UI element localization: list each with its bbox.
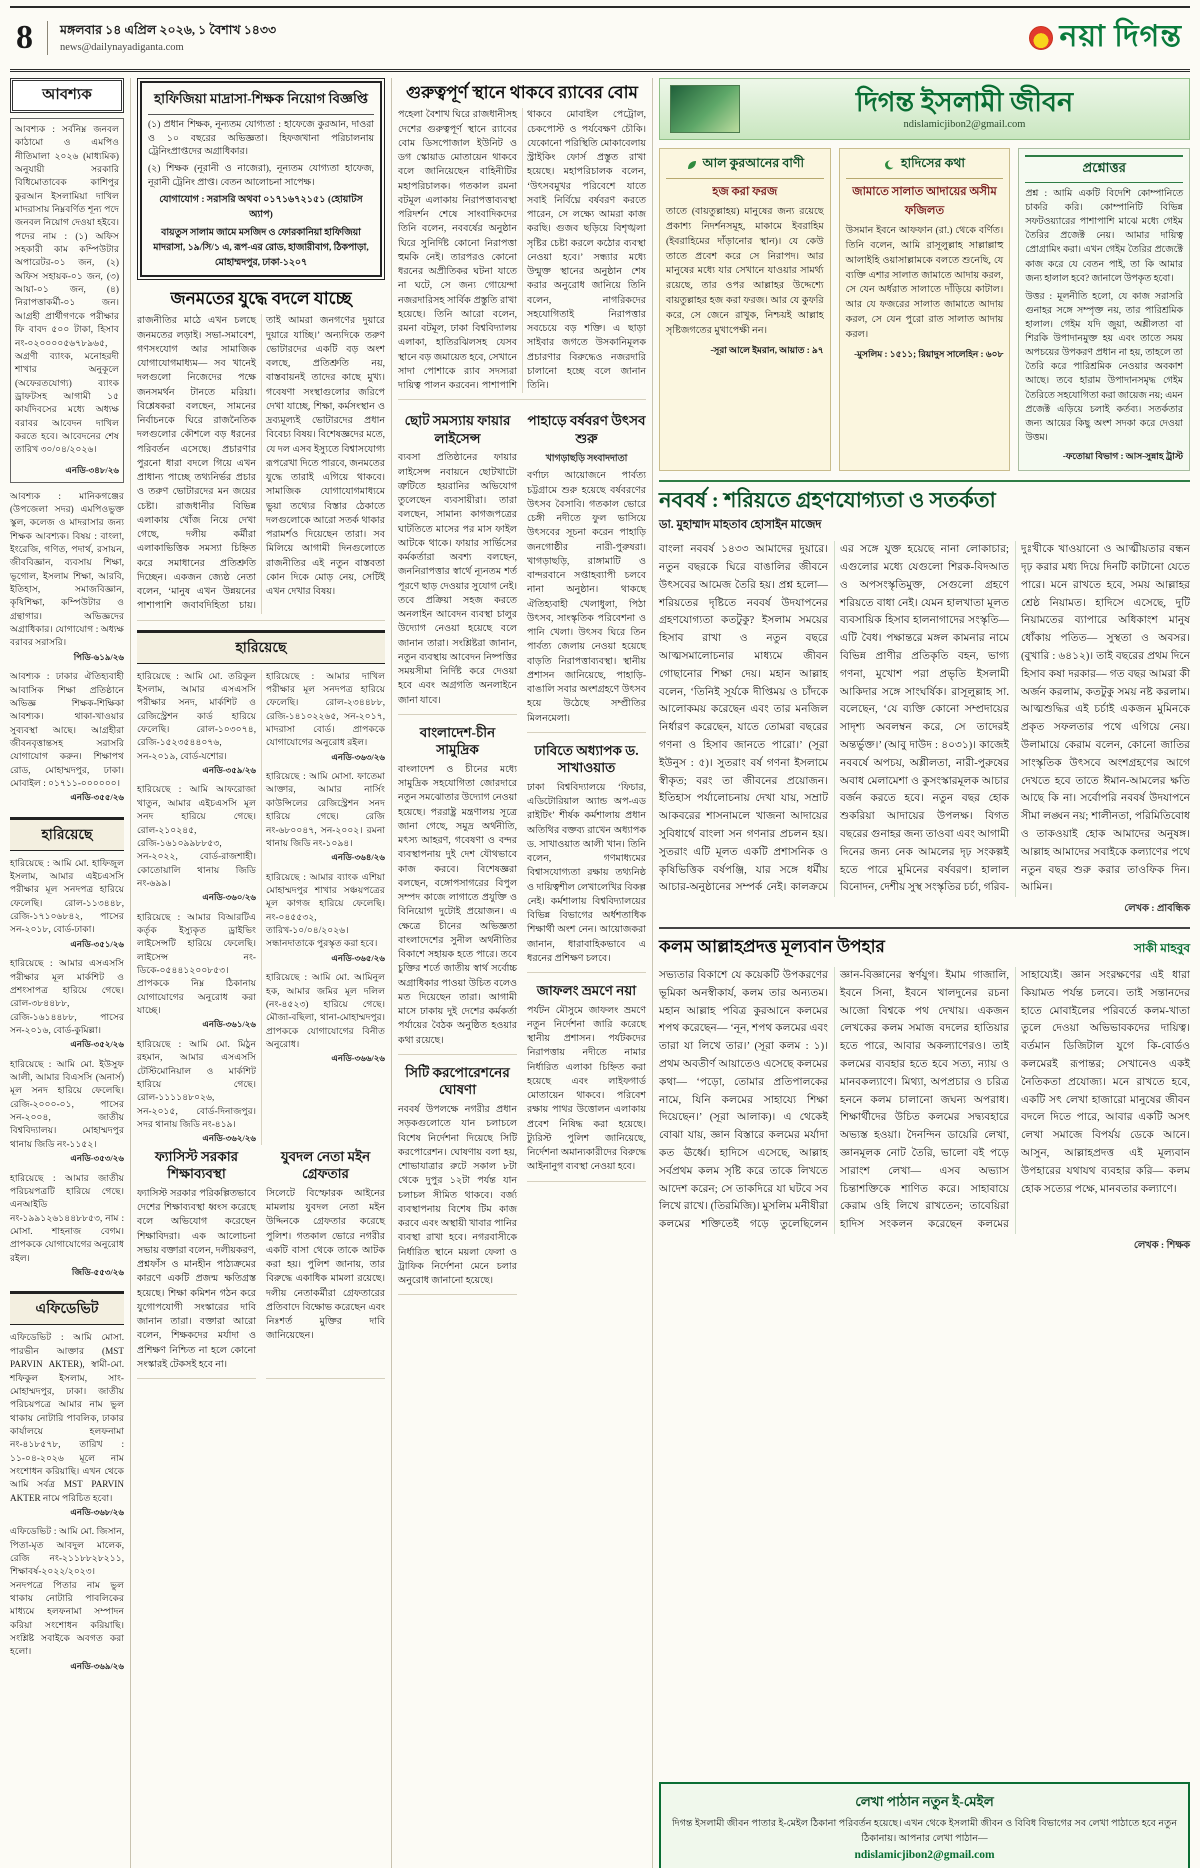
quran-box-title-text: আল কুরআনের বাণী: [702, 156, 805, 170]
islamic-header-titles: [750, 88, 1179, 131]
notice-text: এফিডেভিট : আমি মোসা. পারভীন আক্তার (MST PARVIN AKTER), স্বামী-মো. শফিকুল ইসলাম, সাং-মোহাম্মদপুর, ঢাকা। জাতীয় পরিচয়পত্রে আমার নাম ভুল থাকায় নোটারি পাবলিক, ঢাকার কার্যালয়ে হলফনামা নং-৪১৮৫৭৮, তারিখ : ১১-০৪-২০২৬ মূলে নাম সংশোধন করিয়াছি। এখন থেকে আমি সর্বত্র MST PARVIN AKTER নামে পরিচিত হবো।: [10, 1332, 124, 1503]
notice-code: এনডি-৩৬০/২৬: [202, 892, 256, 903]
article-body: ঢাকা বিশ্ববিদ্যালয়ে ‘ফিচার, এডিটোরিয়াল অ্যান্ড অপ-এড রাইটিং’ শীর্ষক কর্মশালায় প্রধান অতিথির বক্তব্য রাখেন অধ্যাপক ড. সাখাওয়াত আলী খান। তিনি বলেন, গণমাধ্যমের বিশ্বাসযোগ্যতা রক্ষায় তথ্যনিষ্ঠ ও দায়িত্বশীল লেখালেখির বিকল্প নেই। কর্মশালায় বিশ্ববিদ্যালয়ের বিভিন্ন বিভাগের অর্ধশতাধিক শিক্ষার্থী অংশ নেন। আয়োজকরা জানান, ধারাবাহিকভাবে এ ধরনের প্রশিক্ষণ চলবে।: [527, 782, 646, 964]
hadith-subtitle: জামাতে সালাত আদায়ের অসীম ফজিলত: [852, 186, 997, 217]
article-body: বাংলাদেশ ও চীনের মধ্যে সামুদ্রিক সহযোগিতা জোরদারে নতুন সমঝোতার উদ্যোগ নেওয়া হয়েছে। পররাষ্ট্র মন্ত্রণালয় সূত্রে জানা গেছে, সমুদ্র অর্থনীতি, মৎস্য আহরণ, গবেষণা ও বন্দর ব্যবস্থাপনায় দুই দেশ যৌথভাবে কাজ করবে। বিশেষজ্ঞরা বলছেন, বঙ্গোপসাগরের বিপুল সম্পদ কাজে লাগাতে প্রযুক্তি ও বিনিয়োগ দুটোই প্রয়োজন। এ ক্ষেত্রে চীনের অভিজ্ঞতা বাংলাদেশের সুনীল অর্থনীতির বিকাশে সহায়ক হতে পারে। তবে চুক্তির শর্তে জাতীয় স্বার্থ সর্বোচ্চ অগ্রাধিকার পাওয়া উচিত বলেও মত দিয়েছেন তারা। আগামী মাসে ঢাকায় দুই দেশের কর্মকর্তা পর্যায়ের বৈঠক অনুষ্ঠিত হওয়ার কথা রয়েছে।: [398, 764, 517, 1046]
job-notice-line: (১) প্রধান শিক্ষক, নূন্যতম যোগ্যতা : হাফেজে কুরআন, দাওরা ও ১০ বছরের অভিজ্ঞতা। হিফজখানা পরিচালনায় ট্রেনিংপ্রাপ্তদের অগ্রাধিকার।: [148, 120, 374, 158]
article-headline: কলম আল্লাহপ্রদত্ত মূল্যবান উপহার: [659, 937, 885, 957]
quran-box: [659, 148, 831, 471]
column-rule: [652, 78, 653, 1868]
article-headline: বাংলাদেশ-চীন সামুদ্রিক: [419, 724, 496, 758]
article-headline: ঢাবিতে অধ্যাপক ড. সাখাওয়াত: [534, 742, 639, 776]
notice-text: হারিয়েছে : আমি মো. আমিনুল হক, আমার জমির মূল দলিল (নং-৪৫২৩) হারিয়ে গেছে। মৌজা-বছিলা, থানা-মোহাম্মদপুর। প্রাপককে যোগাযোগের বিনীত অনুরোধ।: [266, 972, 385, 1049]
crescent-icon: [884, 159, 896, 171]
notice-text: হারিয়েছে : আমি মো. হাফিজুল ইসলাম, আমার এইচএসসি পরীক্ষার মূল সনদপত্র হারিয়ে ফেলেছি। রোল-১১৩৪৪৮, রেজি-১৭১০৬৮৪২, পাসের সন-২০১৮, বোর্ড-ঢাকা।: [10, 857, 124, 935]
job-notice-title: হাফিজিয়া মাদ্রাসা-শিক্ষক নিয়োগ বিজ্ঞপ্তি: [148, 88, 374, 115]
classified-entry: [10, 670, 124, 804]
notice-text: হারিয়েছে : আমি মো. ইউসুফ আলী, আমার বিএসসি (অনার্স) মূল সনদ হারিয়ে ফেলেছি। রেজি-২০০০-০১, পাসের সন-২০০৪, জাতীয় বিশ্ববিদ্যালয়। মোহাম্মদপুর থানায় জিডি নং-১১৫২।: [10, 1058, 124, 1149]
article-rab: [398, 82, 646, 400]
notice-text: হারিয়েছে : আমি আফরোজা খাতুন, আমার এইচএসসি মূল সনদ হারিয়ে গেছে। রোল-২১০২৪৫, রেজি-১৬১০৯৯৮৮৫৩, সন-২০২২, বোর্ড-রাজশাহী। কোতোয়ালি থানায় জিডি নং-৬৯৯।: [137, 784, 256, 888]
article-headline: পাহাড়ে বর্ষবরণ উৎসব শুরু: [527, 413, 646, 446]
qa-title: প্রশ্নোত্তর: [1025, 155, 1183, 183]
notice-text: আবশ্যক : সর্বনিম্ন জনবল কাঠামো ও এমপিও নীতিমালা ২০২৬ (মাধ্যমিক) অনুযায়ী সরকারি বিধিমোতাবেক কাশিপুর কুরআন ইসলামিয়া দাখিল মাদরাসায় নিম্নবর্ণিত শূন্য পদে জনবল নিয়োগ দেওয়া হইবে। পদের নাম : (১) অফিস সহকারী কাম কম্পিউটার অপারেটর-০১ জন, (২) অফিস সহায়ক-০১ জন, (৩) আয়া-০১ জন, (৪) নিরাপত্তাকর্মী-০১ জন। আগ্রহী প্রার্থীগণকে পরীক্ষার ফি বাবদ ৫০০ টাকা, হিসাব নং-০২০০০০৫৬৭৮৯৬৫, অগ্রণী ব্যাংক, মনোহরদী শাখার অনুকূলে (অফেরতযোগ্য) ব্যাংক ড্রাফটসহ আগামী ১৫ কার্যদিবসের মধ্যে অধ্যক্ষ বরাবর আবেদন দাখিল করতে হবে। আবেদনের শেষ তারিখ ৩০/০৪/২০২৬।: [15, 124, 119, 455]
article-jubodol: [266, 1145, 385, 1379]
classified-entry: [10, 957, 124, 1051]
notice-code: এনডি-৩৬৩/২৬: [331, 751, 385, 762]
quran-subtitle: হজ করা ফরজ: [712, 186, 778, 198]
article-body: সিলেটে বিস্ফোরক আইনের মামলায় যুবদল নেতা মইন উদ্দিনকে গ্রেফতার করেছে পুলিশ। গতকাল ভোরে নগরীর একটি বাসা থেকে তাকে আটক করা হয়। পুলিশ জানায়, তার বিরুদ্ধে একাধিক মামলা রয়েছে। দলীয় নেতাকর্মীরা গ্রেফতারের প্রতিবাদে বিক্ষোভ করেছেন এবং নিঃশর্ত মুক্তির দাবি জানিয়েছেন।: [266, 1188, 385, 1342]
islamic-section-title: দিগন্ত ইসলামী জীবন: [855, 86, 1074, 117]
mid-left-columns: [137, 78, 385, 1868]
article-jonomot: [137, 288, 385, 621]
contact-email: news@dailynayadiganta.com: [60, 42, 184, 53]
notice-code: এনডি-৩৬৬/২৬: [331, 1053, 385, 1064]
hadith-source: -মুসলিম : ১৫১১; রিয়াদুস সালেহিন : ৬০৮: [854, 348, 1004, 359]
notice-code: এনডি-৩৬৪/২৬: [331, 852, 385, 863]
article-headline: নববর্ষ : শরিয়তে গ্রহণযোগ্যতা ও সতর্কতা: [659, 487, 996, 512]
job-notice-box: [137, 78, 385, 280]
article-author: ডা. মুহাম্মাদ মাহতাব হোসাইন মাজেদ: [659, 519, 822, 532]
article-author: সাকী মাহবুব: [1133, 941, 1190, 956]
article-headline: জনমতের যুদ্ধে বদলে যাচ্ছে: [170, 289, 352, 309]
job-notice-address: বায়তুস সালাম জামে মসজিদ ও ফোরকানিয়া হাফিজিয়া মাদরাসা, ১৯/সি/১ এ, রূপ-এর রোড, হাজারীবাগ, ঠিকপাড়া, মোহাম্মদপুর, ঢাকা-১২০৭: [153, 228, 369, 269]
notice-text: হারিয়েছে : আমার জাতীয় পরিচয়পত্রটি হারিয়ে গেছে। এনআইডি নং-১৯৯১২৬১৪৪৮৮৫৩, নাম : মোসা. শাহনাজ বেগম। প্রাপককে যোগাযোগের অনুরোধ রইল।: [10, 1172, 124, 1263]
article-headline: ফ্যাসিস্ট সরকার শিক্ষাব্যবস্থা: [154, 1148, 239, 1182]
notice-code: এনডি-৩৬৫/২৬: [331, 952, 385, 963]
newspaper-logo: [1029, 12, 1188, 63]
job-notice-contact: যোগাযোগ : সরাসরি অথবা ০১৭১৬৭২১৫১ (হোয়াটস অ্যাপ): [159, 194, 363, 221]
article-fire-license: [398, 412, 517, 715]
islamic-section-header: [659, 78, 1190, 140]
article-sakhawat: [527, 742, 646, 973]
classified-entry: [266, 971, 385, 1065]
islamic-section-email: ndislamicjibon2@gmail.com: [903, 119, 1026, 131]
hariyeche-entries: [137, 670, 385, 1145]
classified-entry: [10, 1331, 124, 1518]
page-content: [10, 78, 1190, 1868]
classified-entry: [10, 490, 124, 664]
article-jaflong: [527, 982, 646, 1182]
classified-entry: [266, 670, 385, 764]
classified-entry: [10, 857, 124, 951]
article-city-corporation: [398, 1064, 517, 1295]
quran-box-title: [666, 155, 824, 179]
quran-source: -সূরা আলে ইমরান, আয়াত : ৯৭: [710, 344, 824, 355]
islamic-life-section: [659, 78, 1190, 1868]
job-notice-line: (২) শিক্ষক (নূরানী ও নাজেরা), নূন্যতম যোগ্যতা হাফেজ, নূরানী ট্রেনিং প্রাপ্ত। বেতন আলোচনা সাপেক্ষ।: [148, 163, 374, 188]
hadith-box-title: [846, 155, 1004, 179]
notice-code: এনডি-৩৬২/২৬: [202, 1133, 256, 1144]
notice-text: হারিয়েছে : আমার ব্যাংক এশিয়া মোহাম্মদপুর শাখার সঞ্চয়পত্রের মূল কাগজ হারিয়ে ফেলেছি। নং-০৪৫৫৩২, তারিখ-১০/০৪/২০২৬। সন্ধানদাতাকে পুরস্কৃত করা হবে।: [266, 871, 385, 949]
mail-box-email: ndislamicjibon2@gmail.com: [854, 1849, 995, 1861]
qa-box: [1018, 148, 1190, 471]
qa-answer: উত্তর : মূলনীতি হলো, যে কাজ সরাসরি গুনাহর সঙ্গে সম্পৃক্ত নয়, তার পারিশ্রমিক হালাল। গেইম যদি জুয়া, অশ্লীলতা বা শিরকি উপাদানমুক্ত হয় এবং তাতে সময় অপচয়ের উপকরণ প্রধান না হয়, তাহলে তা তৈরি করে পারিশ্রমিক নেওয়ার অবকাশ আছে। তবে হারাম উপাদানসমৃদ্ধ গেইম তৈরিতে সহযোগিতা করা জায়েজ নয়; এমন প্রজেক্ট এড়িয়ে চলাই কর্তব্য। সতর্কতার জন্য আয়ের কিছু অংশ সদকা করে দেওয়া উত্তম।: [1025, 291, 1184, 443]
hadith-box-title-text: হাদিসের কথা: [900, 156, 966, 170]
aboshyok-boxed-notice: [10, 118, 124, 483]
article-kolom: [659, 927, 1190, 1255]
islamic-top-row: [659, 148, 1190, 471]
notice-text: আবশ্যক : ঢাকার ঐতিহ্যবাহী আবাসিক শিক্ষা প্রতিষ্ঠানে অভিজ্ঞ শিক্ষক-শিক্ষিকা আবশ্যক। থাকা-খাওয়ার সুব্যবস্থা আছে। আগ্রহীরা জীবনবৃত্তান্তসহ সরাসরি যোগাযোগ করুন। শিক্ষাপথ রোড, মোহাম্মদপুর, ঢাকা। মোবাইল : ০১৭১১-০০০০০০।: [10, 671, 124, 788]
classified-entry: [266, 770, 385, 864]
date-line: মঙ্গলবার ১৪ এপ্রিল ২০২৬, ১ বৈশাখ ১৪৩৩: [60, 23, 277, 37]
column-rule: [391, 78, 392, 1868]
notice-code: এনডি-৩৪৮/২৬: [65, 464, 119, 475]
classified-entry: [10, 1525, 124, 1672]
kolom-headline-row: [659, 934, 1190, 962]
classifieds-rail: [10, 78, 124, 1868]
page-number: 8: [12, 21, 48, 55]
sun-icon: [1029, 26, 1053, 50]
notice-text: হারিয়েছে : আমি মো. তরিকুল ইসলাম, আমার এসএসসি পরীক্ষার সনদ, মার্কশিট ও রেজিস্ট্রেশন কার্ড হারিয়ে ফেলেছি। রোল-১০৩০৭৪, রেজি-১৫২৩৫৪৪০৭৬, সন-২০১৯, বোর্ড-যশোর।: [137, 670, 256, 761]
article-noboborsho: [659, 480, 1190, 918]
article-headline: জাফলং ভ্রমণে নয়া: [536, 983, 637, 999]
mail-box-text: দিগন্ত ইসলামী জীবন পাতার ই-মেইল ঠিকানা পরিবর্তন হয়েছে। এখন থেকে ইসলামী জীবন ও বিবিধ বিভাগের সব লেখা পাঠাতে হবে নতুন ঠিকানায়। আপনার লেখা পাঠান—: [671, 1818, 1178, 1844]
bottom-article-pair: [137, 1145, 385, 1388]
article-body: বাংলা নববর্ষ ১৪৩৩ আমাদের দুয়ারে। নতুন বছরকে ঘ‍িরে বাঙালির জীবনে উৎসবের আমেজ তৈরি হয়। প্রশ্ন হলো— শরিয়তের দৃষ্টিতে নববর্ষ উদযাপনের গ্রহণযোগ্যতা কতটুকু? ইসলাম সময়ের হিসাব রাখা ও নতুন বছরে আত্মসমালোচনার মাধ্যমে জীবন গোছানোর শিক্ষা দেয়। মহান আল্লাহ বলেন, ‘তিনিই সূর্যকে দীপ্তিময় ও চাঁদকে আলোকময় করেছেন এবং তার মনজিল নির্ধারণ করেছেন, যাতে তোমরা বছরের গণনা ও হিসাব জানতে পারো।’ (সূরা ইউনুস : ৫)। সুতরাং বর্ষ গণনা ইসলামে স্বীকৃত; বরং তা জীবনের প্রয়োজন। ইতিহাস পর্যালোচনায় দেখা যায়, সম্রাট আকবরের শাসনামলে খাজনা আদায়ের সুবিধার্থে বাংলা সন গণনার প্রচলন হয়। সুতরাং এটি মূলত একটি প্রশাসনিক ও কৃষিভিত্তিক বর্ষপঞ্জি, যার সঙ্গে ধর্মীয় আচার-অনুষ্ঠানের সম্পর্ক নেই। কালক্রমে এর সঙ্গে যুক্ত হয়েছে নানা লোকাচার; এগুলোর মধ্যে যেগুলো শিরক-বিদআত ও অপসংস্কৃতিমুক্ত, সেগুলো গ্রহণে শরিয়তে বাধা নেই। যেমন হালখাতা মূলত ব্যবসায়িক হিসাব হালনাগাদের সংস্কৃতি— এটি বৈধ। পক্ষান্তরে মঙ্গল কামনার নামে বিভিন্ন প্রাণীর প্রতিকৃতি বহন, ভাগ্য গণনা, মুখোশ পরা প্রভৃতি ইসলামী আকিদার সঙ্গে সাংঘর্ষিক। রাসূলুল্লাহ সা. বলেছেন, ‘যে ব্যক্তি কোনো সম্প্রদায়ের সাদৃশ্য অবলম্বন করে, সে তাদেরই অন্তর্ভুক্ত।’ (আবু দাউদ : ৪০৩১)। কাজেই নববর্ষে অপচয়, অশ্লীলতা, নারী-পুরুষের অবাধ মেলামেশা ও কুসংস্কারমূলক আচার বর্জন করতে হবে। নতুন বছর হোক শুকরিয়া আদায়ের উপলক্ষ। বিগত বছরের গুনাহর জন্য তাওবা এবং আগামী দিনের জন্য নেক আমলের দৃঢ় সংকল্পই হতে পারে মুমিনের বর্ষবরণ। হালাল বিনোদন, দেশীয় সুস্থ সংস্কৃতির চর্চা, গরিব-দুঃখীকে খাওয়ানো ও আত্মীয়তার বন্ধন দৃঢ় করার মধ্য দিয়ে দিনটি কাটানো যেতে পারে। মনে রাখতে হবে, সময় আল্লাহর শ্রেষ্ঠ নিয়ামত। হাদিসে এসেছে, দুটি নিয়ামতের ব্যাপারে অধিকাংশ মানুষ ধোঁকায় পতিত— সুস্থতা ও অবসর। (বুখারি : ৬৪১২)। তাই বছরের প্রথম দিনে হিসাব কষা দরকার— গত বছর আমরা কী অর্জন করলাম, কতটুকু সময় নষ্ট করলাম। আত্মশুদ্ধির এই চর্চাই একজন মুমিনকে প্রকৃত সফলতার পথে এগিয়ে নেয়। উলামায়ে কেরাম বলেন, কোনো জাতির সাংস্কৃতিক উৎসবে অংশগ্রহণের আগে দেখতে হবে তাতে ঈমান-আমলের ক্ষতি আছে কি না। সর্বোপরি নববর্ষ উদযাপনে সীমা লঙ্ঘন নয়; শালীনতা, পরিমিতিবোধ ও তাকওয়াই হোক আমাদের অনুষঙ্গ। আল্লাহ আমাদের সবাইকে কল্যাণের পথে নতুন বছর শুরু করার তাওফিক দিন। আমিন।: [659, 544, 1190, 894]
article-footer: লেখক : প্রাবন্ধিক: [1124, 903, 1190, 915]
article-byline: খাগড়াছড়ি সংবাদদাতা: [545, 454, 628, 465]
notice-code: পিডি-৬১৯/২৬: [73, 651, 124, 662]
notice-code: এনডি-৩৫৯/২৬: [202, 765, 256, 776]
classified-entry: [137, 783, 256, 903]
article-body: রাজনীতির মাঠে এখন চলছে জনমতের লড়াই। সভা-সমাবেশ, গণসংযোগ আর সামাজিক যোগাযোগমাধ্যম— সব খানেই দলগুলো নিজেদের পক্ষে জনসমর্থন টানতে মরিয়া। বিশ্লেষকরা বলছেন, সামনের নির্বাচনকে ঘিরে রাজনৈতিক দলগুলোর কৌশলে বড় ধরনের পরিবর্তন এসেছে। প্রচারণার পুরনো ধারা বদলে গিয়ে এখন প্রাধান্য পাচ্ছে তথ্যনির্ভর প্রচার ও তরুণ ভোটারদের মন জয়ের চেষ্টা। রাজধানীর বিভিন্ন এলাকায় খোঁজ নিয়ে দেখা গেছে, দলীয় কর্মীরা এলাকাভিত্তিক সমস্যা চিহ্নিত করে সমাধানের প্রতিশ্রুতি দিচ্ছেন। একজন জ্যেষ্ঠ নেতা বলেন, ‘মানুষ এখন উন্নয়নের পাশাপাশি জবাবদিহিতা চায়। তাই আমরা জনগণের দুয়ারে দুয়ারে যাচ্ছি।’ অন্যদিকে তরুণ ভোটারদের একটি বড় অংশ বলছে, প্রতিশ্রুতি নয়, বাস্তবায়নই তাদের কাছে মুখ্য। গবেষণা সংস্থাগুলোর জরিপে দেখা যাচ্ছে, শিক্ষা, কর্মসংস্থান ও দ্রব্যমূল্যই ভোটারদের প্রধান বিবেচ্য বিষয়। বিশেষজ্ঞদের মতে, যে দল এসব ইস্যুতে বিশ্বাসযোগ্য রূপরেখা দিতে পারবে, জনমতের যুদ্ধে তারাই এগিয়ে থাকবে। সামাজিক যোগাযোগমাধ্যমে ভুয়া তথ্যের বিস্তার ঠেকাতে দলগুলোকে আরো সতর্ক থাকার পরামর্শও দিয়েছেন তারা। সব মিলিয়ে আগামী দিনগুলোতে রাজনীতির এই নতুন বাস্তবতা কোন দিকে মোড় নেয়, সেটিই এখন দেখার বিষয়।: [137, 316, 385, 612]
hariyeche-title: হারিয়েছে: [137, 630, 385, 664]
notice-code: এনডি-৩৬৮/২৬: [70, 1506, 124, 1517]
quran-verse: তাতে (বায়তুল্লাহয়) মানুষের জন্য রয়েছে প্রকাশ্য নিদর্শনসমূহ, মাকামে ইবরাহিম (ইবরাহিমের দাঁড়ানোর স্থান)। যে কেউ তাতে প্রবেশ করে সে নিরাপদ। আর মানুষের মধ্যে যার সেখানে যাওয়ার সামর্থ্য রয়েছে, তার ওপর আল্লাহর উদ্দেশ্যে বায়তুল্লাহর হজ করা ফরজ। আর যে কুফরি করে, সে জেনে রাখুক, নিশ্চয়ই আল্লাহ সৃষ্টিজগতের মুখাপেক্ষী নন।: [666, 206, 824, 336]
qa-question: প্রশ্ন : আমি একটি বিদেশি কোম্পানিতে চাকরি করি। কোম্পানিটি বিভিন্ন সফটওয়্যারের পাশাপাশি মাঝে মধ্যে গেইম তৈরির প্রজেক্ট নেয়। আমার দায়িত্ব প্রোগ্রামিং করা। এখন গেইম তৈরির প্রজেক্টে কাজ করে যে বেতন পাই, তা কি আমার জন্য হালাল হবে? জানালে উপকৃত হবো।: [1025, 189, 1184, 284]
aboshyok-title: আবশ্যক: [10, 78, 124, 113]
notice-code: জিডি-৫৫৩/২৬: [71, 1267, 124, 1278]
islamic-header-photo: [670, 85, 740, 133]
article-bd-china: [398, 724, 517, 1055]
classified-entry: [137, 670, 256, 777]
notice-code: এনডি-৩৫৩/২৬: [70, 1153, 124, 1164]
mid-right-columns: [398, 78, 646, 1868]
classified-entry: [137, 1038, 256, 1145]
logo-text: নয়া দিগন্ত: [1059, 20, 1182, 53]
notice-text: আবশ্যক : মানিকগঞ্জের (উপজেলা সদর) এমপিওভুক্ত স্কুল, কলেজ ও মাদরাসার জন্য শিক্ষক আবশ্যক। বিষয় : বাংলা, ইংরেজি, গণিত, পদার্থ, রসায়ন, জীববিজ্ঞান, ব্যবসায় শিক্ষা, ভূগোল, ইসলাম শিক্ষা, আরবি, ইতিহাস, সমাজবিজ্ঞান, কৃষিশিক্ষা, কম্পিউটার ও গ্রন্থাগার। অভিজ্ঞদের অগ্রাধিকার। যোগাযোগ : অধ্যক্ষ বরাবর সরাসরি।: [10, 490, 124, 648]
article-body: নববর্ষ উপলক্ষে নগরীর প্রধান সড়কগুলোতে যান চলাচলে বিশেষ নির্দেশনা দিয়েছে সিটি করপোরেশন। ঘোষণায় বলা হয়, শোভাযাত্রার রুটে সকাল ৮টা থেকে দুপুর ১২টা পর্যন্ত যান চলাচল সীমিত থাকবে। বর্জ্য ব্যবস্থাপনায় বিশেষ টিম কাজ করবে এবং অস্থায়ী খাবার পানির ব্যবস্থা রাখা হবে। নগরবাসীকে নির্ধারিত স্থানে ময়লা ফেলা ও ট্রাফিক নির্দেশনা মেনে চলার অনুরোধ জানানো হয়েছে।: [398, 1105, 517, 1287]
notice-code: এনডি-৩৫৫/২৬: [70, 792, 124, 803]
hadith-box: [839, 148, 1011, 471]
article-pahar: [527, 412, 646, 733]
notice-code: এনডি-৩৬৯/২৬: [70, 1660, 124, 1671]
article-headline: ছোট সমস্যায় ফায়ার লাইসেন্স: [404, 413, 511, 446]
mid-right-col-a: [398, 409, 517, 1304]
article-headline: গুরুত্বপূর্ণ স্থানে থাকবে র‍্যাবের বোম: [406, 83, 638, 102]
notice-code: এনডি-৩৫২/২৬: [70, 1039, 124, 1050]
column-rule: [130, 78, 131, 1868]
classified-entry: [10, 1058, 124, 1165]
article-body: সভ্যতার বিকাশে যে কয়েকটি উপকরণের ভূমিকা অনস্বীকার্য, কলম তার অন্যতম। মহান আল্লাহ পবিত্র কুরআনে কলমের শপথ করেছেন— ‘নূন, শপথ কলমের এবং তারা যা লিখে তার।’ (সূরা কলম : ১)। প্রথম অবতীর্ণ আয়াতেও এসেছে কলমের কথা— ‘পড়ো, তোমার প্রতিপালকের নামে, যিনি কলমের সাহায্যে শিক্ষা দিয়েছেন।’ (সূরা আলাক)। এ থেকেই বোঝা যায়, জ্ঞান বিস্তারে কলমের মর্যাদা কত ঊর্ধ্বে। হাদিসে এসেছে, আল্লাহ সর্বপ্রথম কলম সৃষ্টি করে তাকে লিখতে আদেশ করেন; সে তাকদিরে যা ঘটবে সব লিখে রাখে। (তিরমিজি)। মুসলিম মনীষীরা কলমের শক্তিতেই গড়ে তুলেছিলেন জ্ঞান-বিজ্ঞানের স্বর্ণযুগ। ইমাম গাজালি, ইবনে সিনা, ইবনে খালদুনের রচনা আজো বিশ্বকে পথ দেখায়। একজন লেখকের কলম সমাজ বদলের হাতিয়ার হতে পারে, আবার অকল্যাণেরও। তাই কলমের ব্যবহার হতে হবে সত্য, ন্যায় ও মানবকল্যাণে। মিথ্যা, অপপ্রচার ও চরিত্র হননে কলম চালানো জঘন্য অপরাধ। শিক্ষার্থীদের উচিত কলমের সদ্ব্যবহারে অভ্যস্ত হওয়া। দৈনন্দিন ডায়েরি লেখা, জ্ঞানমূলক নোট তৈরি, ভালো বই পড়ে সারাংশ লেখা— এসব অভ্যাস চিন্তাশক্তিকে শাণিত করে। সাহাবায়ে কেরাম ওহি লিখে রাখতেন; তাবেয়িরা হাদিস সংকলন করেছেন কলমের সাহায্যেই। জ্ঞান সংরক্ষণের এই ধারা কিয়ামত পর্যন্ত চলবে। তাই সন্তানদের হাতে মোবাইলের পরিবর্তে কলম-খাতা তুলে দেওয়া অভিভাবকদের দায়িত্ব। বর্তমান ডিজিটাল যুগে কি-বোর্ডও কলমেরই রূপান্তর; সেখানেও একই নৈতিকতা প্রযোজ্য। মনে রাখতে হবে, একটি সৎ লেখা হাজারো মানুষের জীবন বদলে দিতে পারে, আবার একটি অসৎ লেখা সমাজে বিপর্যয় ডেকে আনে। আসুন, আল্লাহপ্রদত্ত এই মূল্যবান উপহারের যথাযথ ব্যবহার করি— কলম হোক সত্যের পক্ষে, মানবতার কল্যাণে।: [659, 970, 1190, 1231]
notice-code: এনডি-৩৬১/২৬: [202, 1019, 256, 1030]
notice-text: হারিয়েছে : আমার বিআরটিএ কর্তৃক ইস্যুকৃত ড্রাইভিং লাইসেন্সটি হারিয়ে ফেলেছি। লাইসেন্স নং-ডিকে-০৫৪৪১২০০৮৫৩। প্রাপককে নিম্ন ঠিকানায় যোগাযোগের অনুরোধ করা যাচ্ছে।: [137, 911, 256, 1016]
notice-text: এফিডেভিট : আমি মো. জিসান, পিতা-মৃত আবদুল মালেক, রেজি নং-২১১৮৮২৮২১১, শিক্ষাবর্ষ-২০২২/২০২৩। সনদপত্রে পিতার নাম ভুল থাকায় নোটারি পাবলিকের মাধ্যমে হলফনামা সম্পাদন করিয়া সংশোধন করিয়াছি। সংশ্লিষ্ট সবাইকে অবগত করা হলো।: [10, 1526, 124, 1657]
article-headline: যুবদল নেতা মইন গ্রেফতার: [280, 1148, 371, 1182]
qa-source: -ফতোয়া বিভাগ : আস-সুন্নাহ ট্রাস্ট: [1062, 450, 1184, 461]
article-fascist: [137, 1145, 256, 1379]
hadith-text: উসমান ইবনে আফফান (রা.) থেকে বর্ণিত। তিনি বলেন, আমি রাসূলুল্লাহ সাল্লাল্লাহু আলাইহি ওয়াসাল্লামকে বলতে শুনেছি, যে ব্যক্তি এশার সালাত জামাতে আদায় করল, সে যেন অর্ধরাত সালাতে দাঁড়িয়ে কাটাল। আর যে ফজরের সালাত জামাতে আদায় করল, সে যেন পুরো রাত সালাত আদায় করল।: [845, 225, 1004, 341]
notice-code: এনডি-৩৫১/২৬: [70, 938, 124, 949]
leaf-icon: [686, 159, 698, 171]
mail-box-title: লেখা পাঠান নতুন ই-মেইল: [855, 1794, 994, 1810]
classified-entry: [10, 1172, 124, 1279]
article-body: ফ্যাসিস্ট সরকার পরিকল্পিতভাবে দেশের শিক্ষাব্যবস্থা ধ্বংস করেছে বলে অভিযোগ করেছেন শিক্ষাবিদরা। এক আলোচনা সভায় বক্তারা বলেন, দলীয়করণ, প্রশ্নফাঁস ও মানহীন পাঠ্যক্রমের কারণে একটি প্রজন্ম ক্ষতিগ্রস্ত হয়েছে। শিক্ষা কমিশন গঠন করে যুগোপযোগী সংস্কারের দাবি জানান তারা। বক্তারা আরো বলেন, শিক্ষকদের মর্যাদা ও প্রশিক্ষণ নিশ্চিত না হলে কোনো সংস্কারই টেকসই হবে না।: [137, 1188, 256, 1370]
mail-box: [659, 1782, 1190, 1868]
mid-right-lower: [398, 409, 646, 1304]
hariyeche-title: হারিয়েছে: [10, 817, 124, 851]
affidavit-title: এফিডেভিট: [10, 1291, 124, 1325]
dateline-block: [60, 22, 276, 53]
classified-entry: [266, 871, 385, 965]
article-headline: সিটি করপোরেশনের ঘোষণা: [405, 1064, 510, 1098]
article-body: পর্যটন মৌসুমে জাফলং ভ্রমণে নতুন নির্দেশনা জারি করেছে স্থানীয় প্রশাসন। পর্যটকদের নিরাপত্তায় নদীতে নামার নির্ধারিত এলাকা চিহ্নিত করা হয়েছে এবং লাইফগার্ড মোতায়েন থাকবে। পরিবেশ রক্ষায় পাথর উত্তোলন এলাকায় প্রবেশ নিষিদ্ধ করা হয়েছে। ট্যুরিস্ট পুলিশ জানিয়েছে, নির্দেশনা অমান্যকারীদের বিরুদ্ধে আইনানুগ ব্যবস্থা নেওয়া হবে।: [527, 1005, 646, 1173]
article-body: ব্যবসা প্রতিষ্ঠানের ফায়ার লাইসেন্স নবায়নে ছোটখাটো ত্রুটিতে হয়রানির অভিযোগ তুলেছেন ব্যবসায়ীরা। তারা বলছেন, সামান্য কাগজপত্রের ঘাটতিতে মাসের পর মাস ফাইল আটকে থাকে। ফায়ার সার্ভিসের কর্মকর্তারা অবশ্য বলছেন, জননিরাপত্তার স্বার্থে ন্যূনতম শর্ত পূরণে ছাড় দেওয়ার সুযোগ নেই। তবে প্রক্রিয়া সহজ করতে অনলাইন আবেদন ব্যবস্থা চালুর উদ্যোগ নেওয়া হয়েছে বলে জানান তারা। সংশ্লিষ্টরা জানান, নতুন ব্যবস্থায় আবেদন নিষ্পত্তির সময়সীমা নির্দিষ্ট করে দেওয়া হবে এবং অগ্রগতি অনলাইনে জানা যাবে।: [398, 453, 517, 706]
job-notice-inner: [140, 81, 382, 277]
notice-text: হারিয়েছে : আমার দাখিল পরীক্ষার মূল সনদপত্র হারিয়ে ফেলেছি। রোল-২৩৪৪৮৮, রেজি-১৪১০২২৬৫, সন-২০১৭, মাদরাসা বোর্ড। প্রাপককে যোগাযোগের অনুরোধ রইল।: [266, 670, 385, 748]
masthead: [10, 6, 1190, 72]
mid-right-col-b: [527, 409, 646, 1304]
article-body: বর্ণাঢ্য আয়োজনে পার্বত্য চট্টগ্রামে শুরু হয়েছে বর্ষবরণের উৎসব বৈসাবি। গতকাল ভোরে চেঙ্গী নদীতে ফুল ভাসিয়ে উৎসবের সূচনা করেন পাহাড়ি জনগোষ্ঠীর নারী-পুরুষরা। খাগড়াছড়ি, রাঙ্গামাটি ও বান্দরবানে সপ্তাহব্যাপী চলবে নানা অনুষ্ঠান। থাকছে ঐতিহ্যবাহী খেলাধুলা, পিঠা উৎসব, সাংস্কৃতিক পরিবেশনা ও পানি খেলা। উৎসব ঘিরে তিন পার্বত্য জেলায় নেওয়া হয়েছে বাড়তি নিরাপত্তাব্যবস্থা। স্থানীয় প্রশাসন জানিয়েছে, পাহাড়ি-বাঙালি সবার অংশগ্রহণে উৎসব হয়ে উঠেছে সম্প্রীতির মিলনমেলা।: [527, 471, 646, 724]
notice-text: হারিয়েছে : আমি মোসা. ফাতেমা আক্তার, আমার নার্সিং কাউন্সিলের রেজিস্ট্রেশন সনদ হারিয়ে গেছে। রেজি নং-৬৮০০৪৭, সন-২০০২। রমনা থানায় জিডি নং-১০৯৪।: [266, 771, 385, 848]
notice-text: হারিয়েছে : আমি মো. মিঠুন রহমান, আমার এসএসসি টেস্টিমোনিয়াল ও মার্কশিট হারিয়ে গেছে। রোল-১১১১৪৮০২৬, সন-২০১৫, বোর্ড-দিনাজপুর। সদর থানায় জিডি নং-৪১৯।: [137, 1038, 256, 1129]
notice-text: হারিয়েছে : আমার এসএসসি পরীক্ষার মূল মার্কশিট ও প্রশংসাপত্র হারিয়ে গেছে। রোল-৩৮৪৪৮৮, রেজি-১৬১৪৪৮৮, পাসের সন-২০১৬, বোর্ড-কুমিল্লা।: [10, 958, 124, 1035]
article-body: পহেলা বৈশাখ ঘিরে রাজধানীসহ দেশের গুরুত্বপূর্ণ স্থানে র‍্যাবের বোম ডিসপোজাল ইউনিট ও ডগ স্কোয়াড মোতায়েন থাকবে বলে জানিয়েছেন বাহিনীটির মহাপরিচালক। গতকাল রমনা বটমূল এলাকায় নিরাপত্তাব্যবস্থা পরিদর্শন শেষে সাংবাদিকদের তিনি বলেন, নববর্ষের অনুষ্ঠান ঘিরে সুনির্দিষ্ট কোনো নিরাপত্তা হুমকি নেই। তারপরও কোনো ধরনের অপ্রীতিকর ঘটনা যাতে না ঘটে, সে জন্য গোয়েন্দা নজরদারিসহ সার্বিক প্রস্তুতি রাখা হয়েছে। তিনি আরো বলেন, রমনা বটমূল, ঢাকা বিশ্ববিদ্যালয় এলাকা, হাতিরঝিলসহ যেসব স্থানে বড় জমায়েত হবে, সেখানে সাদা পোশাকে র‍্যাব সদস্যরা দায়িত্ব পালন করবেন। পাশাপাশি থাকবে মোবাইল পেট্রোল, চেকপোস্ট ও পর্যবেক্ষণ চৌকি। যেকোনো পরিস্থিতি মোকাবেলায় স্ট্রাইকিং ফোর্স প্রস্তুত রাখা হয়েছে। মহাপরিচালক বলেন, ‘উৎসবমুখর পরিবেশে যাতে সবাই নির্বিঘ্নে বর্ষবরণ করতে পারেন, সে লক্ষ্যে আমরা কাজ করছি। গুজব ছড়িয়ে বিশৃঙ্খলা সৃষ্টির চেষ্টা করলে কঠোর ব্যবস্থা নেওয়া হবে।’ সন্ধ্যার মধ্যে উন্মুক্ত স্থানের অনুষ্ঠান শেষ করার অনুরোধ জানিয়ে তিনি বলেন, নাগরিকদের সহযোগিতাই নিরাপত্তার সবচেয়ে বড় শক্তি। এ ছাড়া সাইবার জগতে উসকানিমূলক প্রচারণার বিরুদ্ধেও নজরদারি চালানো হচ্ছে বলে জানান তিনি।: [398, 110, 646, 391]
classified-entry: [137, 911, 256, 1031]
article-footer: লেখক : শিক্ষক: [1133, 1240, 1190, 1252]
